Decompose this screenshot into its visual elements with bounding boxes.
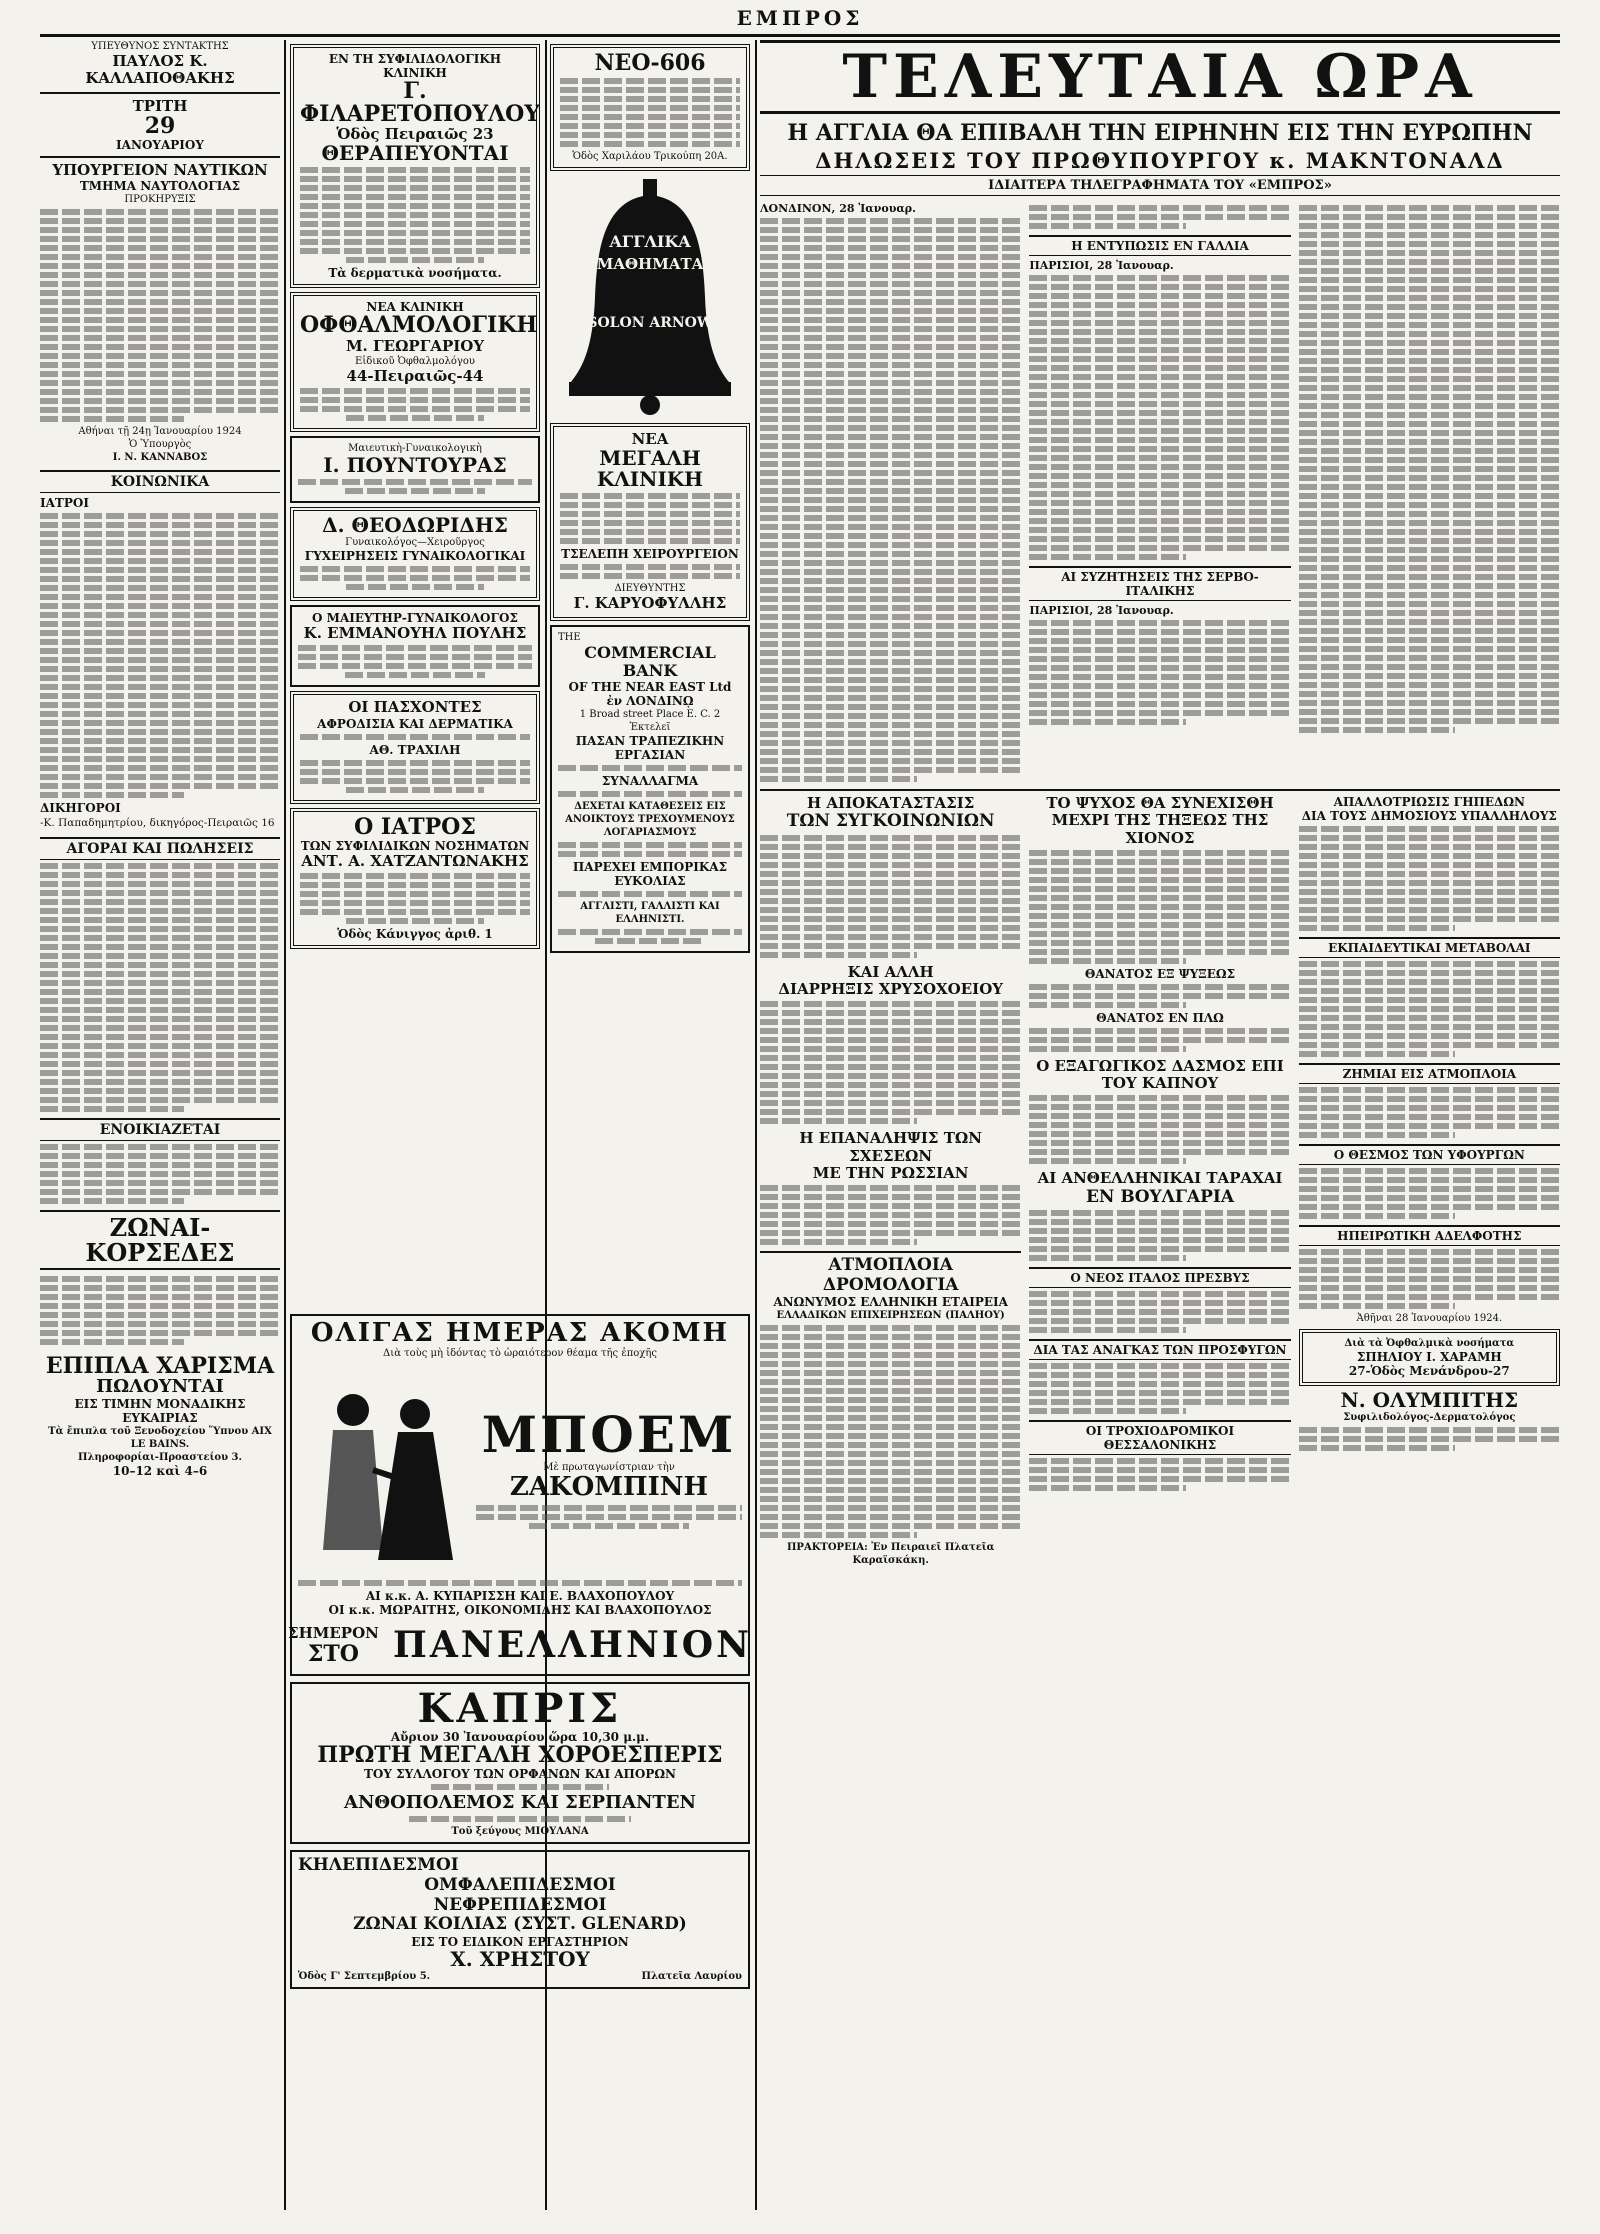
notice-signer: Ι. Ν. ΚΑΝΝΑΒΟΣ — [112, 452, 208, 464]
gyn-title: Ο ΜΑΙΕΥΤΗΡ-ΓΥΝΑΙΚΟΛΟΓΟΣ — [312, 611, 518, 626]
masthead — [40, 6, 1560, 37]
surgeon-sub: ΓΥΧΕΙΡΗΣΕΙΣ ΓΥΝΑΙΚΟΛΟΓΙΚΑΙ — [304, 549, 526, 564]
surgeon-ad — [290, 507, 540, 601]
sufferers-ad — [290, 691, 540, 803]
belts-square: Πλατεῖα Λαυρίου — [641, 1970, 742, 1982]
furniture-sub2: ΕΙΣ ΤΙΜΗΝ ΜΟΝΑΔΙΚΗΣ ΕΥΚΑΙΡΙΑΣ — [74, 1397, 246, 1426]
belts-line-4: ΖΩΝΑΙ ΚΟΙΛΙΑΣ (ΣΥΣΤ. GLENARD) — [353, 1914, 687, 1935]
capri-ball: ΠΡΩΤΗ ΜΕΓΑΛΗ ΧΟΡΟΕΣΠΕΡΙΣ — [317, 1741, 723, 1768]
belts-line-2: ΟΜΦΑΛΕΠΙΔΕΣΜΟΙ — [424, 1874, 616, 1895]
headline-england: Η ΑΓΓΛΙΑ ΘΑ ΕΠΙΒΑΛΗ ΤΗΝ ΕΙΡΗΝΗΝ ΕΙΣ ΤΗΝ ΕΥΡΩΠΗΝ — [787, 120, 1533, 146]
corset-title: ΖΩΝΑΙ-ΚΟΡΣΕΔΕΣ — [40, 1210, 280, 1270]
clinic-treat: ΘΕΡΑΠΕΥΟΝΤΑΙ — [321, 141, 509, 166]
eye-doctor: Μ. ΓΕΩΡΓΑΡΙΟΥ — [345, 336, 485, 355]
ship-head: ΑΤΜΟΠΛΟΙΑ ΔΡΟΜΟΛΟΓΙΑ — [760, 1251, 1021, 1295]
weekday: ΤΡΙΤΗ — [132, 96, 188, 115]
newspaper-name: ΕΜΠΡΟΣ — [736, 6, 864, 30]
market-body — [40, 863, 280, 1112]
envoy-head: Ο ΝΕΟΣ ΙΤΑΛΟΣ ΠΡΕΣΒΥΣ — [1029, 1267, 1290, 1288]
boheme-with: Μὲ πρωταγωνίστριαν τὴν — [543, 1462, 675, 1474]
eye-address: 44-Πειραιῶς-44 — [346, 366, 484, 385]
belts-ad — [290, 1850, 750, 1988]
gallia-head: Η ΕΝΤΥΠΩΣΙΣ ΕΝ ΓΑΛΛΙΑ — [1029, 235, 1290, 256]
furniture-address: Πληροφορίαι-Προαστείου 3. — [78, 1452, 242, 1464]
date-number: 29 — [144, 112, 176, 139]
eye-ad-line-2: ΣΠΗΛΙΟΥ Ι. ΧΑΡΑΜΗ — [1356, 1350, 1502, 1364]
capri-band: Τοῦ ξεύγους ΜΙΟΥΛΑΝΑ — [451, 1826, 589, 1838]
column-news — [760, 40, 1560, 1567]
clinic-ad — [290, 44, 540, 288]
capri-ad — [290, 1682, 750, 1845]
belts-line-6: Χ. ΧΡΗΣΤΟΥ — [450, 1946, 590, 1971]
sufferers-title: ΟΙ ΠΑΣΧΟΝΤΕΣ — [348, 698, 482, 717]
today-label: ΣΗΜΕΡΟΝ — [287, 1624, 379, 1643]
boheme-ad — [287, 1314, 753, 1676]
midwife-name: Ι. ΠΟΥΝΤΟΥΡΑΣ — [323, 453, 507, 478]
lawyer-line: -Κ. Παπαδημητρίου, δικηγόρος-Πειραιῶς 16 — [40, 817, 275, 830]
doctors-body — [40, 513, 280, 798]
ship-damage-head: ΖΗΜΙΑΙ ΕΙΣ ΑΤΜΟΠΛΟΙΑ — [1299, 1063, 1560, 1084]
tobacco-head: Ο ΕΞΑΓΩΓΙΚΟΣ ΔΑΣΜΟΣ ΕΠΙ ΤΟΥ ΚΑΠΝΟΥ — [1036, 1056, 1284, 1092]
bell-line-2: ΜΑΘΗΜΑΤΑ — [596, 255, 704, 274]
epirus-head: ΗΠΕΙΡΩΤΙΚΗ ΑΔΕΛΦΟΤΗΣ — [1299, 1225, 1560, 1246]
theft-head-1: ΚΑΙ ΑΛΛΗ — [847, 962, 934, 981]
eye-spec: Εἰδικοῦ Ὀφθαλμολόγου — [355, 355, 475, 367]
bell-illustration — [565, 177, 735, 417]
ministry-title: ΥΠΟΥΡΓΕΙΟΝ ΝΑΥΤΙΚΩΝ — [52, 160, 268, 179]
doctors-title: ΙΑΤΡΟΙ — [40, 496, 89, 511]
ship-company-2: ΕΛΛΑΔΙΚΩΝ ΕΠΙΧΕΙΡΗΣΕΩΝ (ΠΑΛΗΟΥ) — [776, 1310, 1005, 1322]
column-clinics — [290, 40, 540, 953]
tram-head: ΟΙ ΤΡΟΧΙΟΔΡΟΜΙΚΟΙ ΘΕΣΣΑΛΟΝΙΚΗΣ — [1029, 1420, 1290, 1455]
theft-head-2: ΔΙΑΡΡΗΞΙΣ ΧΡΥΣΟΧΟΕΙΟΥ — [778, 980, 1003, 999]
clinic-address: Ὁδὸς Πειραιῶς 23 — [336, 125, 494, 144]
capri-date: Αὔριον 30 Ἰανουαρίου ὥρα 10,30 μ.μ. — [390, 1729, 650, 1744]
rent-body — [40, 1144, 280, 1204]
news-low-c — [1299, 795, 1560, 1567]
corset-body — [40, 1276, 280, 1345]
eye-ad-line-1: Διὰ τὰ Ὀφθαλμικὰ νοσήματα — [1344, 1338, 1515, 1349]
bank-executes: Ἐκτελεῖ — [629, 722, 671, 734]
at-label: ΣΤΟ — [307, 1640, 359, 1667]
gynecologist-ad — [290, 605, 540, 687]
notice-title: ΠΡΟΚΗΡΥΞΙΣ — [124, 194, 196, 206]
eye-title: ΟΦΘΑΛΜΟΛΟΓΙΚΗ — [300, 312, 538, 339]
nea-surgery: ΤΣΕΛΕΠΗ ΧΕΙΡΟΥΡΓΕΙΟΝ — [561, 547, 739, 562]
furniture-title: ΕΠΙΠΛΑ ΧΑΡΙΣΜΑ — [45, 1353, 275, 1380]
bank-deposits: ΔΕΧΕΤΑΙ ΚΑΤΑΘΕΣΕΙΣ ΕΙΣ ΑΝΟΙΚΤΟΥΣ ΤΡΕΧΟΥΜΕΝΟΥΣ ΛΟΓΑΡΙΑΣΜΟΥΣ — [565, 801, 735, 839]
cold-head: ΤΟ ΨΥΧΟΣ ΘΑ ΣΥΝΕΧΙΣΘΗ ΜΕΧΡΙ ΤΗΣ ΤΗΞΕΩΣ ΤΗΣ ΧΙΟΝΟΣ — [1046, 794, 1274, 847]
nea-director: ΔΙΕΥΘΥΝΤΗΣ — [614, 583, 686, 595]
social-title: ΚΟΙΝΩΝΙΚΑ — [40, 470, 280, 493]
bank-services: ΠΑΣΑΝ ΤΡΑΠΕΖΙΚΗΝ ΕΡΓΑΣΙΑΝ — [575, 734, 725, 763]
olympitis-head: Ν. ΟΛΥΜΠΙΤΗΣ — [1340, 1388, 1519, 1412]
clinic-label: ΕΝ ΤΗ ΣΥΦΙΛΙΔΟΛΟΓΙΚΗ ΚΛΙΝΙΚΗ — [328, 52, 502, 80]
boheme-cast-2: ΟΙ κ.κ. ΜΩΡΑΙΤΗΣ, ΟΙΚΟΝΟΜΙΔΗΣ ΚΑΙ ΒΛΑΧΟΠΟΥΛΟΣ — [328, 1603, 712, 1618]
gyn-name: Κ. ΕΜΜΑΝΟΥΗΛ ΠΟΥΛΗΣ — [303, 624, 527, 643]
column-rule — [284, 40, 286, 2210]
refugee-head: ΔΙΑ ΤΑΣ ΑΝΑΓΚΑΣ ΤΩΝ ΠΡΟΣΦΥΓΩΝ — [1029, 1339, 1290, 1360]
midwife-ad — [290, 436, 540, 503]
paris-dateline: ΠΑΡΙΣΙΟΙ, 28 Ἰανουαρ. — [1029, 259, 1174, 272]
surgeon-name: Δ. ΘΕΟΔΩΡΙΔΗΣ — [322, 513, 508, 538]
clinic-name: Γ. ΦΙΛΑΡΕΤΟΠΟΥΛΟΥ — [300, 78, 540, 128]
olympitis-sub: Συφιλιδολόγος-Δερματολόγος — [1343, 1412, 1516, 1423]
column-ads — [550, 40, 750, 957]
notice-body — [40, 209, 280, 422]
news-lower-columns — [760, 795, 1560, 1567]
english-lessons-ad — [550, 177, 750, 417]
news-col-c — [1299, 202, 1560, 785]
doctor-sub: ΤΩΝ ΣΥΦΙΛΙΔΙΚΩΝ ΝΟΣΗΜΑΤΩΝ — [300, 838, 530, 853]
bulgaria-head-1: ΑΙ ΑΝΘΕΛΛΗΝΙΚΑΙ ΤΑΡΑΧΑΙ — [1037, 1169, 1283, 1188]
few-days-sub: Διὰ τοὺς μὴ ἰδόντας τὸ ὡραιότερον θέαμα τῆς ἐποχῆς — [383, 1348, 657, 1360]
bank-city: ἐν ΛΟΝΔΙΝῼ — [606, 694, 694, 709]
nea-label: ΝΕΑ — [631, 430, 669, 449]
russia-head-1: Η ΕΠΑΝΑΛΗΨΙΣ ΤΩΝ ΣΧΕΣΕΩΝ — [799, 1129, 982, 1165]
month: ΙΑΝΟΥΑΡΙΟΥ — [116, 137, 204, 152]
eye-doctor-ad — [1299, 1329, 1560, 1386]
bell-line-1: ΑΓΓΛΙΚΑ — [609, 232, 691, 252]
news-top-columns — [760, 202, 1560, 785]
bank-name: COMMERCIAL BANK — [584, 642, 716, 680]
neo-title: ΝΕΟ-606 — [594, 50, 706, 76]
neo-address: Ὁδὸς Χαριλάου Τρικούπη 20Α. — [572, 151, 728, 163]
comms-head-2: ΤΩΝ ΣΥΓΚΟΙΝΩΝΙΩΝ — [786, 811, 995, 832]
editor-label: ΥΠΕΥΘΥΝΟΣ ΣΥΝΤΑΚΤΗΣ — [91, 41, 229, 52]
midwife-label: Μαιευτικὴ-Γυναικολογικὴ — [348, 443, 482, 455]
ship-agent: ΠΡΑΚΤΟΡΕΙΑ: Ἐν Πειραιεῖ Πλατεῖα Καραϊσκάκη. — [786, 1542, 995, 1567]
doctor-name: ΑΝΤ. Α. ΧΑΤΖΑΝΤΩΝΑΚΗΣ — [301, 851, 529, 870]
eye-ad-line-3: 27-Ὁδὸς Μενάνδρου-27 — [1348, 1364, 1510, 1378]
comms-head-1: Η ΑΠΟΚΑΤΑΣΤΑΣΙΣ — [806, 794, 975, 812]
guild-head: Ο ΘΕΣΜΟΣ ΤΩΝ ΥΦΟΥΡΓΩΝ — [1299, 1144, 1560, 1165]
belts-line-3: ΝΕΦΡΕΠΙΔΕΣΜΟΙ — [433, 1894, 607, 1915]
bell-line-3: SOLON ARNOW — [587, 315, 713, 332]
allowance-head-2: ΔΙΑ ΤΟΥΣ ΔΗΜΟΣΙΟΥΣ ΥΠΑΛΛΗΛΟΥΣ — [1301, 809, 1557, 823]
capri-title: ΚΑΠΡΙΣ — [417, 1684, 623, 1732]
column-left — [40, 40, 280, 1478]
capri-org: ΤΟΥ ΣΥΛΛΟΓΟΥ ΤΩΝ ΟΡΦΑΝΩΝ ΚΑΙ ΑΠΟΡΩΝ — [363, 1766, 677, 1781]
serbo-italian-head: ΑΙ ΣΥΖΗΤΗΣΕΙΣ ΤΗΣ ΣΕΡΒΟ-ΙΤΑΛΙΚΗΣ — [1029, 566, 1290, 601]
bank-exchange: ΣΥΝΑΛΛΑΓΜΑ — [601, 774, 699, 789]
sufferers-sub: ΑΦΡΟΔΙΣΙΑ ΚΑΙ ΔΕΡΜΑΤΙΚΑ — [317, 716, 513, 731]
bank-ad — [550, 625, 750, 954]
venue-name: ΠΑΝΕΛΛΗΝΙΟΝ — [392, 1623, 753, 1666]
cold-death: ΘΑΝΑΤΟΣ ΕΞ ΨΥΞΕΩΣ — [1084, 966, 1236, 981]
clinic-footer: Τὰ δερματικὰ νοσήματα. — [328, 266, 502, 281]
lawyers-title: ΔΙΚΗΓΟΡΟΙ — [40, 801, 121, 816]
doctor-address: Ὁδὸς Κάνιγγος ἀριθ. 1 — [337, 926, 493, 941]
capri-flowers: ΑΝΘΟΠΟΛΕΜΟΣ ΚΑΙ ΣΕΡΠΑΝΤΕΝ — [343, 1791, 696, 1813]
news-low-a — [760, 795, 1021, 1567]
rent-title: ΕΝΟΙΚΙΑΖΕΤΑΙ — [40, 1118, 280, 1141]
few-days-title: ΟΛΙΓΑΣ ΗΜΕΡΑΣ ΑΚΟΜΗ — [310, 1318, 730, 1348]
boheme-star: ΖΑΚΟΜΠΙΝΗ — [509, 1472, 709, 1503]
furniture-hours: 10–12 καὶ 4–6 — [112, 1464, 208, 1479]
column-rule — [755, 40, 757, 2210]
market-title: ΑΓΟΡΑΙ ΚΑΙ ΠΩΛΗΣΕΙΣ — [40, 837, 280, 860]
opera-figures-illustration — [303, 1370, 463, 1570]
allowance-head-1: ΑΠΑΛΛΟΤΡΙΩΣΙΣ ΓΗΠΕΔΩΝ — [1333, 795, 1525, 809]
nea-title: ΜΕΓΑΛΗ ΚΛΙΝΙΚΗ — [596, 446, 704, 492]
new-clinic-ad — [550, 423, 750, 621]
cold-death-2: ΘΑΝΑΤΟΣ ΕΝ ΠΛΩ — [1096, 1010, 1224, 1025]
nea-doctor: Γ. ΚΑΡΥΟΦΥΛΛΗΣ — [573, 594, 727, 613]
news-low-b — [1029, 795, 1290, 1567]
last-hour-banner: ΤΕΛΕΥΤΑΙΑ ΩΡΑ — [760, 40, 1560, 114]
bank-address: 1 Broad street Place E. C. 2 — [579, 709, 721, 721]
editor-name: ΠΑΥΛΟΣ Κ. ΚΑΛΛΑΠΟΘΑΚΗΣ — [85, 52, 235, 88]
eye-label: ΝΕΑ ΚΛΙΝΙΚΗ — [366, 300, 464, 315]
news-col-b — [1029, 202, 1290, 785]
theatre-ads — [287, 1310, 753, 1993]
notice-date: Αθήναι τῇ 24ῃ Ἰανουαρίου 1924 — [78, 426, 242, 438]
belts-address: Ὁδὸς Γ' Σεπτεμβρίου 5. — [298, 1970, 431, 1982]
news-col-a — [760, 202, 1021, 785]
furniture-sub: ΠΩΛΟΥΝΤΑΙ — [96, 1376, 224, 1398]
boheme-title: ΜΠΟΕΜ — [481, 1404, 737, 1464]
eye-clinic-ad — [290, 292, 540, 432]
notice-signed: Ὁ Ὑπουργὸς — [128, 439, 192, 451]
doctor-ad — [290, 808, 540, 949]
doctor-title: Ο ΙΑΤΡΟΣ — [354, 813, 476, 840]
furniture-line: Τὰ ἔπιπλα τοῦ Ξενοδοχείου Ὕπνου AIX LE BAINS. — [48, 1426, 272, 1451]
bank-name-2: OF THE NEAR EAST Ltd — [568, 680, 732, 695]
department-title: ΤΜΗΜΑ ΝΑΥΤΟΛΟΓΙΑΣ — [79, 179, 241, 194]
bank-languages: ΑΓΓΛΙΣΤΙ, ΓΑΛΛΙΣΤΙ ΚΑΙ ΕΛΛΗΝΙΣΤΙ. — [580, 901, 720, 926]
boheme-cast-1: ΑΙ κ.κ. Α. ΚΥΠΑΡΙΣΣΗ ΚΑΙ Ε. ΒΛΑΧΟΠΟΥΛΟΥ — [365, 1589, 675, 1604]
russia-head-2: ΜΕ ΤΗΝ ΡΩΣΣΙΑΝ — [812, 1163, 969, 1182]
london-dateline: ΛΟΝΔΙΝΟΝ, 28 Ἰανουαρ. — [760, 202, 916, 215]
bank-facilities: ΠΑΡΕΧΕΙ ΕΜΠΟΡΙΚΑΣ ΕΥΚΟΛΙΑΣ — [572, 860, 728, 889]
headline-macdonald: ΔΗΛΩΣΕΙΣ ΤΟΥ ΠΡΩΘΥΠΟΥΡΓΟΥ κ. ΜΑΚΝΤΟΝΑΛΔ — [815, 148, 1505, 173]
sufferers-doctor: ΑΘ. ΤΡΑΧΙΛΗ — [369, 742, 461, 757]
neo606-ad — [550, 44, 750, 171]
ship-company: ΑΝΩΝΥΜΟΣ ΕΛΛΗΝΙΚΗ ΕΤΑΙΡΕΙΑ — [773, 1295, 1008, 1310]
paris-dateline-2: ΠΑΡΙΣΙΟΙ, 28 Ἰανουαρ. — [1029, 604, 1174, 617]
bank-the: THE — [558, 631, 581, 643]
belts-line-1: ΚΗΛΕΠΙΔΕΣΜΟΙ — [298, 1855, 459, 1876]
education-head: ΕΚΠΑΙΔΕΥΤΙΚΑΙ ΜΕΤΑΒΟΛΑΙ — [1299, 937, 1560, 958]
bulgaria-head-2: ΕΝ ΒΟΥΛΓΑΡΙΑ — [1085, 1186, 1235, 1207]
headline-telegrams: ΙΔΙΑΙΤΕΡΑ ΤΗΛΕΓΡΑΦΗΜΑΤΑ ΤΟΥ «ΕΜΠΡΟΣ» — [760, 175, 1560, 196]
belts-line-5: ΕΙΣ ΤΟ ΕΙΔΙΚΟΝ ΕΡΓΑΣΤΗΡΙΟΝ — [411, 1934, 629, 1949]
epirus-date: Ἀθῆναι 28 Ἰανουαρίου 1924. — [1356, 1313, 1503, 1324]
surgeon-title: Γυναικολόγος—Χειροῦργος — [345, 537, 485, 549]
